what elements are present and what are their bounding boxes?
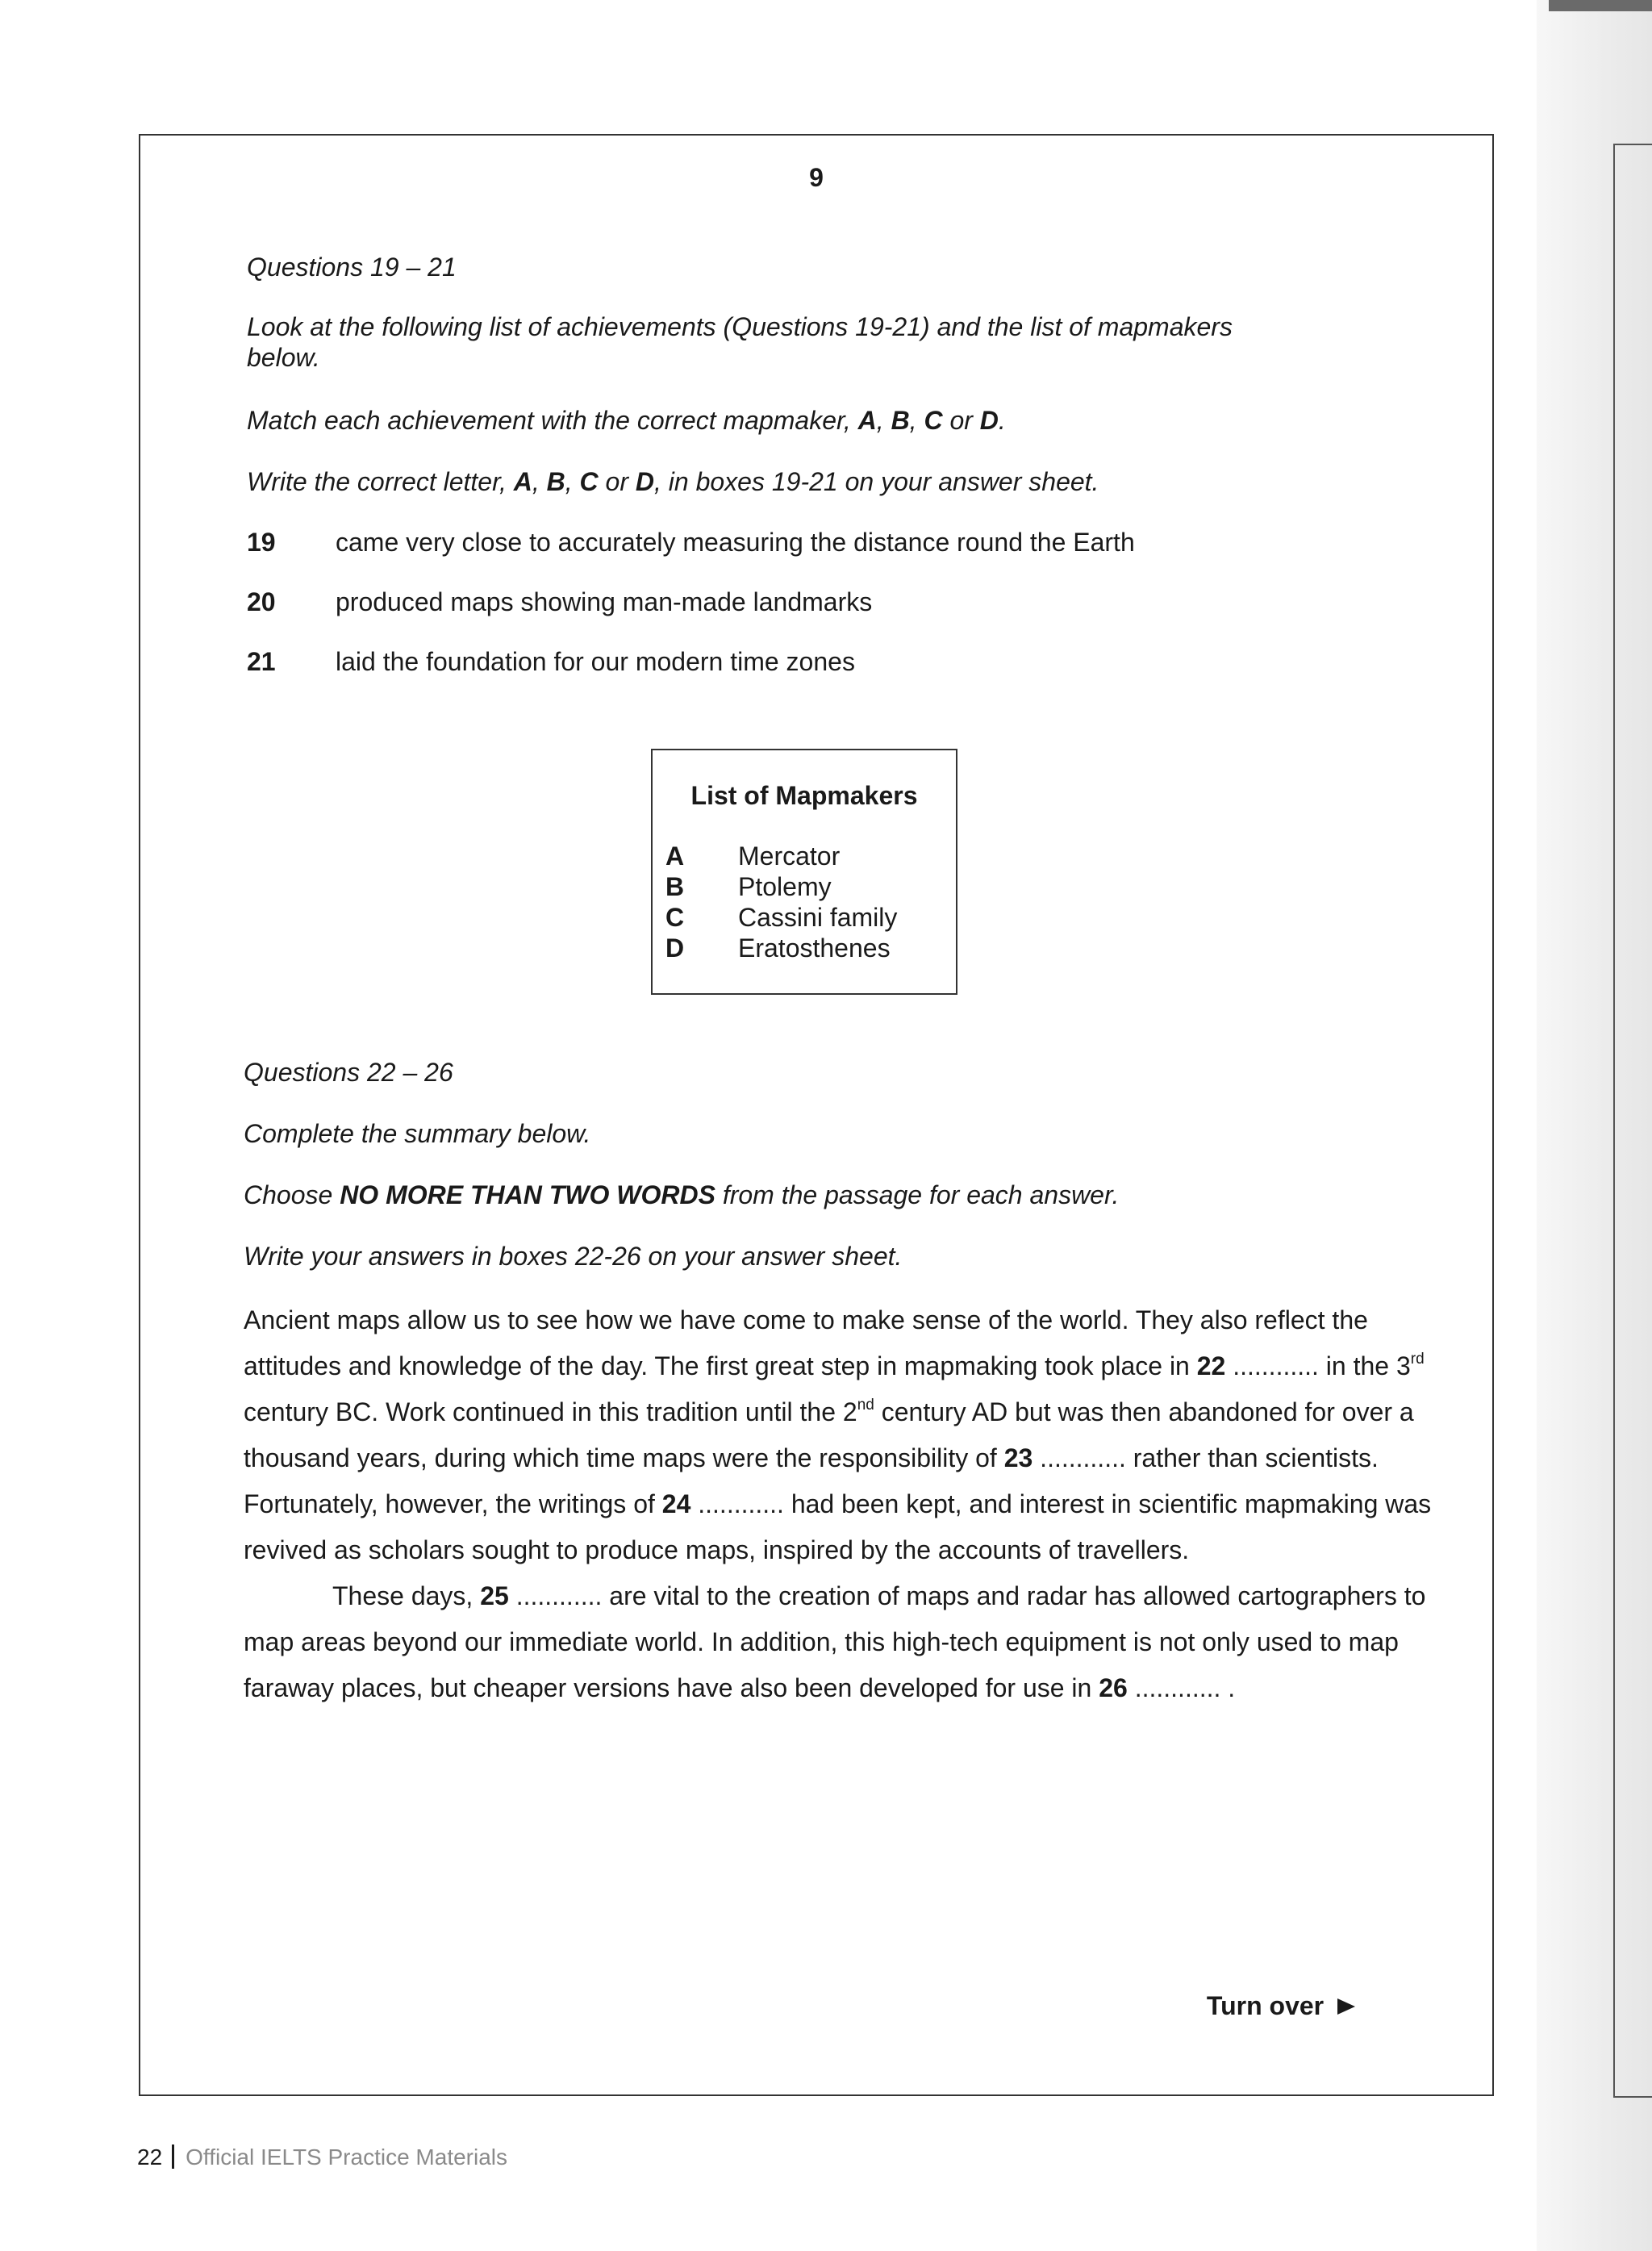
item-name: Ptolemy <box>738 872 832 901</box>
gap-number: 23 <box>1003 1443 1033 1472</box>
footer-page-number: 22 <box>137 2145 163 2170</box>
summary-fragment: century AD but was then abandoned for over a thousand years, during which time maps were the responsibility of <box>244 1397 1414 1472</box>
summary-paragraph-2 <box>244 1573 1454 1711</box>
question-text: came very close to accurately measuring the distance round the Earth <box>336 528 1135 557</box>
letter-d: D <box>635 467 654 496</box>
letter-a: A <box>513 467 532 496</box>
mapmakers-list-box <box>651 749 957 995</box>
gap-number: 22 <box>1196 1351 1226 1380</box>
letter-b: B <box>891 406 910 435</box>
footer-divider <box>172 2145 174 2169</box>
section2-instruction-2 <box>244 1180 1437 1210</box>
page-frame <box>139 134 1494 2096</box>
summary-fragment: ............ in the 3 <box>1225 1351 1411 1380</box>
mapmakers-list-title: List of Mapmakers <box>690 781 918 810</box>
instruction-line-1: Look at the following list of achievements (Questions 19-21) and the list of mapmakers <box>247 312 1233 341</box>
turn-over-text: Turn over <box>1206 1991 1325 2020</box>
letter-a: A <box>857 406 877 435</box>
summary-fragment: ............ . <box>1127 1673 1236 1702</box>
question-text: laid the foundation for our modern time zones <box>336 647 855 676</box>
item-letter: B <box>665 872 685 901</box>
question-number: 19 <box>247 528 276 557</box>
summary-text <box>244 1297 1454 1711</box>
section1-instruction-1 <box>247 311 1441 373</box>
letter-d: D <box>979 406 999 435</box>
question-text: produced maps showing man-made landmarks <box>336 587 873 616</box>
section1-heading: Questions 19 – 21 <box>247 253 457 282</box>
item-name: Eratosthenes <box>738 933 891 963</box>
item-letter: C <box>665 903 685 932</box>
summary-paragraph-1 <box>244 1297 1454 1573</box>
instruction-text: Choose <box>244 1180 340 1209</box>
question-number: 20 <box>247 587 276 616</box>
question-number: 21 <box>247 647 276 676</box>
item-name: Cassini family <box>738 903 898 932</box>
page-number: 9 <box>809 163 824 192</box>
instruction-line-2: below. <box>247 343 320 372</box>
summary-fragment: ............ are vital to the creation of maps and radar has allowed cartographers to map areas beyond our immediate world. In addition, this high-tech equipment is not only used to map faraway places, but cheaper versions have also been developed for use in <box>244 1581 1426 1702</box>
item-letter: A <box>665 842 685 871</box>
ordinal-suffix: rd <box>1410 1351 1425 1368</box>
instruction-text: from the passage for each answer. <box>715 1180 1120 1209</box>
gap-number: 26 <box>1099 1673 1128 1702</box>
play-triangle-icon <box>1336 1997 1357 2016</box>
summary-fragment: These days, <box>332 1581 481 1610</box>
gap-number: 24 <box>661 1489 691 1518</box>
section2-instruction-3: Write your answers in boxes 22-26 on your answer sheet. <box>244 1242 903 1271</box>
section2-heading: Questions 22 – 26 <box>244 1058 453 1087</box>
next-page-edge-bar <box>1549 0 1652 11</box>
summary-fragment: ............ had been kept, and interest in scientific mapmaking was revived as scholars sought to produce maps, inspired by the accounts of travellers. <box>244 1489 1432 1564</box>
section2-instruction-1: Complete the summary below. <box>244 1119 591 1148</box>
next-page-frame <box>1613 144 1652 2098</box>
section1-instruction-3: Write the correct letter, A, B, C or D, in boxes 19-21 on your answer sheet. <box>247 467 1099 496</box>
summary-fragment: Ancient maps allow us to see how we have come to make sense of the world. They also reflect the attitudes and knowledge of the day. The first great step in mapmaking took place in <box>244 1305 1368 1380</box>
ordinal-suffix: nd <box>857 1397 874 1414</box>
summary-fragment: ............ rather than scientists. Fortunately, however, the writings of <box>244 1443 1379 1518</box>
letter-c: C <box>579 467 599 496</box>
page-footer <box>137 2145 507 2170</box>
letter-b: B <box>546 467 565 496</box>
letter-c: C <box>924 406 943 435</box>
item-letter: D <box>665 933 685 963</box>
instruction-emphasis: NO MORE THAN TWO WORDS <box>340 1180 715 1209</box>
footer-title: Official IELTS Practice Materials <box>186 2145 508 2170</box>
turn-over-label <box>1207 1991 1357 2021</box>
section1-instruction-2: Match each achievement with the correct mapmaker, A, B, C or D. <box>247 406 1006 435</box>
instruction-text: Write the correct letter, <box>247 467 514 496</box>
instruction-text: Match each achievement with the correct mapmaker, <box>247 406 858 435</box>
item-name: Mercator <box>738 842 841 871</box>
summary-fragment: century BC. Work continued in this tradition until the 2 <box>244 1397 857 1426</box>
gap-number: 25 <box>480 1581 509 1610</box>
instruction-text: in boxes 19-21 on your answer sheet. <box>661 467 1099 496</box>
